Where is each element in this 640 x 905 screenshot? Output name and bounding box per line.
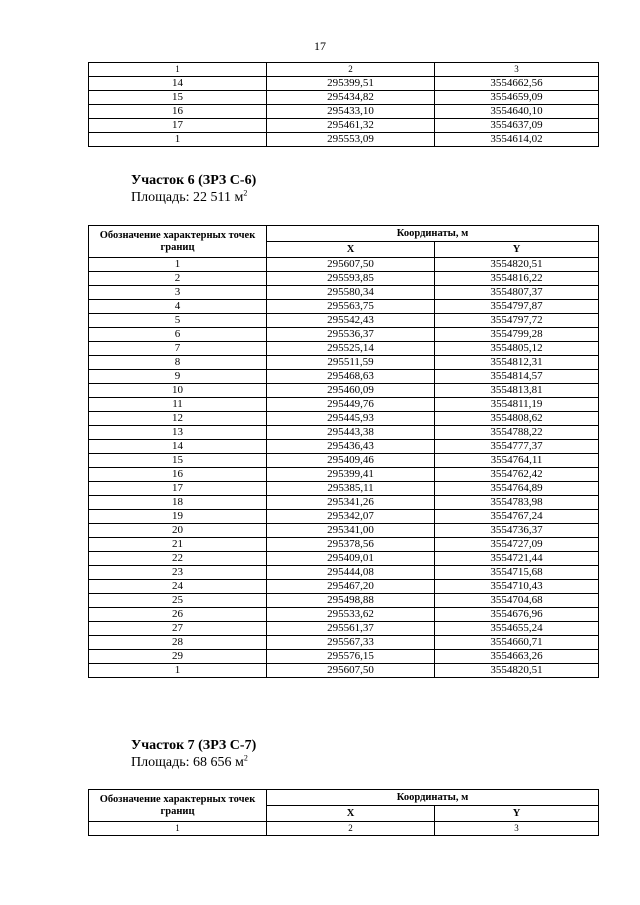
point-cell: 3 bbox=[89, 286, 267, 300]
column-index-row bbox=[89, 63, 599, 77]
section-6-area-sup: 2 bbox=[243, 188, 248, 198]
y-cell: 3554805,12 bbox=[435, 342, 599, 356]
x-cell: 295445,93 bbox=[267, 412, 435, 426]
x-cell: 295444,08 bbox=[267, 566, 435, 580]
table-row bbox=[89, 384, 599, 398]
x-cell: 295607,50 bbox=[267, 258, 435, 272]
points-header: Обозначение характерных точек границ bbox=[89, 790, 267, 822]
point-cell: 1 bbox=[89, 664, 267, 678]
y-cell: 3554816,22 bbox=[435, 272, 599, 286]
y-cell: 3554676,96 bbox=[435, 608, 599, 622]
table-row bbox=[89, 119, 599, 133]
x-cell: 295553,09 bbox=[267, 133, 435, 147]
x-cell: 295409,01 bbox=[267, 552, 435, 566]
point-cell: 25 bbox=[89, 594, 267, 608]
y-cell: 3554721,44 bbox=[435, 552, 599, 566]
point-cell: 20 bbox=[89, 524, 267, 538]
table-row bbox=[89, 482, 599, 496]
y-cell: 3554808,62 bbox=[435, 412, 599, 426]
table-row bbox=[89, 272, 599, 286]
x-cell: 295525,14 bbox=[267, 342, 435, 356]
section-6-title: Участок 6 (ЗРЗ С-6) bbox=[131, 173, 257, 188]
table-row bbox=[89, 538, 599, 552]
y-cell: 3554727,09 bbox=[435, 538, 599, 552]
index-cell: 3 bbox=[435, 63, 599, 77]
index-cell: 1 bbox=[89, 822, 267, 836]
point-cell: 15 bbox=[89, 91, 267, 105]
coordinates-table-continuation bbox=[88, 62, 599, 147]
y-header: Y bbox=[435, 242, 599, 258]
table-row bbox=[89, 258, 599, 272]
x-cell: 295341,00 bbox=[267, 524, 435, 538]
section-6-area bbox=[131, 190, 247, 206]
x-cell: 295567,33 bbox=[267, 636, 435, 650]
table-row bbox=[89, 286, 599, 300]
y-cell: 3554799,28 bbox=[435, 328, 599, 342]
point-cell: 14 bbox=[89, 440, 267, 454]
table-row bbox=[89, 440, 599, 454]
point-cell: 27 bbox=[89, 622, 267, 636]
x-cell: 295511,59 bbox=[267, 356, 435, 370]
point-cell: 1 bbox=[89, 133, 267, 147]
table-row bbox=[89, 300, 599, 314]
y-cell: 3554614,02 bbox=[435, 133, 599, 147]
x-cell: 295399,51 bbox=[267, 77, 435, 91]
table-row bbox=[89, 398, 599, 412]
table-row bbox=[89, 496, 599, 510]
y-cell: 3554797,87 bbox=[435, 300, 599, 314]
point-cell: 16 bbox=[89, 468, 267, 482]
x-cell: 295607,50 bbox=[267, 664, 435, 678]
y-cell: 3554640,10 bbox=[435, 105, 599, 119]
table-row bbox=[89, 454, 599, 468]
table-row bbox=[89, 650, 599, 664]
x-cell: 295443,38 bbox=[267, 426, 435, 440]
y-cell: 3554767,24 bbox=[435, 510, 599, 524]
table-row bbox=[89, 328, 599, 342]
y-cell: 3554783,98 bbox=[435, 496, 599, 510]
x-cell: 295342,07 bbox=[267, 510, 435, 524]
point-cell: 5 bbox=[89, 314, 267, 328]
table-row bbox=[89, 636, 599, 650]
table-header bbox=[89, 226, 599, 258]
y-cell: 3554813,81 bbox=[435, 384, 599, 398]
section-7-area bbox=[131, 755, 248, 771]
section-7-area-sup: 2 bbox=[243, 753, 248, 763]
index-cell: 2 bbox=[267, 822, 435, 836]
x-cell: 295378,56 bbox=[267, 538, 435, 552]
index-cell: 2 bbox=[267, 63, 435, 77]
index-cell: 3 bbox=[435, 822, 599, 836]
x-cell: 295433,10 bbox=[267, 105, 435, 119]
y-cell: 3554797,72 bbox=[435, 314, 599, 328]
point-cell: 13 bbox=[89, 426, 267, 440]
x-cell: 295467,20 bbox=[267, 580, 435, 594]
x-cell: 295449,76 bbox=[267, 398, 435, 412]
table-row bbox=[89, 608, 599, 622]
x-cell: 295536,37 bbox=[267, 328, 435, 342]
table-row bbox=[89, 370, 599, 384]
point-cell: 14 bbox=[89, 77, 267, 91]
point-cell: 26 bbox=[89, 608, 267, 622]
y-cell: 3554811,19 bbox=[435, 398, 599, 412]
table-row bbox=[89, 314, 599, 328]
table-row bbox=[89, 105, 599, 119]
x-cell: 295561,37 bbox=[267, 622, 435, 636]
table-row bbox=[89, 510, 599, 524]
x-header: X bbox=[267, 242, 435, 258]
point-cell: 21 bbox=[89, 538, 267, 552]
y-cell: 3554764,89 bbox=[435, 482, 599, 496]
x-cell: 295460,09 bbox=[267, 384, 435, 398]
x-cell: 295461,32 bbox=[267, 119, 435, 133]
table-row bbox=[89, 468, 599, 482]
x-cell: 295542,43 bbox=[267, 314, 435, 328]
section-6-area-label: Площадь: 22 511 м bbox=[131, 190, 244, 205]
point-cell: 11 bbox=[89, 398, 267, 412]
y-cell: 3554807,37 bbox=[435, 286, 599, 300]
table-row bbox=[89, 412, 599, 426]
y-cell: 3554777,37 bbox=[435, 440, 599, 454]
x-cell: 295436,43 bbox=[267, 440, 435, 454]
x-header: X bbox=[267, 806, 435, 822]
y-cell: 3554659,09 bbox=[435, 91, 599, 105]
table-row bbox=[89, 91, 599, 105]
x-cell: 295434,82 bbox=[267, 91, 435, 105]
y-cell: 3554820,51 bbox=[435, 664, 599, 678]
point-cell: 17 bbox=[89, 482, 267, 496]
table-row bbox=[89, 426, 599, 440]
x-cell: 295399,41 bbox=[267, 468, 435, 482]
table-row bbox=[89, 77, 599, 91]
y-cell: 3554736,37 bbox=[435, 524, 599, 538]
column-index-row bbox=[89, 822, 599, 836]
y-cell: 3554764,11 bbox=[435, 454, 599, 468]
x-cell: 295576,15 bbox=[267, 650, 435, 664]
point-cell: 12 bbox=[89, 412, 267, 426]
y-cell: 3554704,68 bbox=[435, 594, 599, 608]
point-cell: 6 bbox=[89, 328, 267, 342]
table-row bbox=[89, 622, 599, 636]
point-cell: 15 bbox=[89, 454, 267, 468]
coordinates-header: Координаты, м bbox=[267, 790, 599, 806]
table-row bbox=[89, 594, 599, 608]
point-cell: 1 bbox=[89, 258, 267, 272]
page-number: 17 bbox=[314, 39, 326, 53]
point-cell: 16 bbox=[89, 105, 267, 119]
y-cell: 3554662,56 bbox=[435, 77, 599, 91]
point-cell: 23 bbox=[89, 566, 267, 580]
points-header: Обозначение характерных точек границ bbox=[89, 226, 267, 258]
coordinates-table-section-6 bbox=[88, 225, 599, 678]
x-cell: 295409,46 bbox=[267, 454, 435, 468]
point-cell: 10 bbox=[89, 384, 267, 398]
y-cell: 3554820,51 bbox=[435, 258, 599, 272]
point-cell: 17 bbox=[89, 119, 267, 133]
x-cell: 295580,34 bbox=[267, 286, 435, 300]
table-body bbox=[89, 63, 599, 147]
y-cell: 3554710,43 bbox=[435, 580, 599, 594]
x-cell: 295533,62 bbox=[267, 608, 435, 622]
table-row bbox=[89, 664, 599, 678]
point-cell: 4 bbox=[89, 300, 267, 314]
point-cell: 9 bbox=[89, 370, 267, 384]
point-cell: 8 bbox=[89, 356, 267, 370]
table-header bbox=[89, 790, 599, 822]
coordinates-header: Координаты, м bbox=[267, 226, 599, 242]
point-cell: 7 bbox=[89, 342, 267, 356]
y-cell: 3554663,26 bbox=[435, 650, 599, 664]
table-row bbox=[89, 566, 599, 580]
point-cell: 24 bbox=[89, 580, 267, 594]
table-row bbox=[89, 524, 599, 538]
x-cell: 295563,75 bbox=[267, 300, 435, 314]
y-header: Y bbox=[435, 806, 599, 822]
coordinates-table-section-7 bbox=[88, 789, 599, 836]
y-cell: 3554637,09 bbox=[435, 119, 599, 133]
table-body bbox=[89, 258, 599, 678]
point-cell: 18 bbox=[89, 496, 267, 510]
section-7-area-label: Площадь: 68 656 м bbox=[131, 755, 244, 770]
y-cell: 3554715,68 bbox=[435, 566, 599, 580]
table-row bbox=[89, 580, 599, 594]
x-cell: 295385,11 bbox=[267, 482, 435, 496]
section-7-title: Участок 7 (ЗРЗ С-7) bbox=[131, 738, 257, 753]
point-cell: 22 bbox=[89, 552, 267, 566]
y-cell: 3554812,31 bbox=[435, 356, 599, 370]
table-row bbox=[89, 133, 599, 147]
x-cell: 295498,88 bbox=[267, 594, 435, 608]
point-cell: 2 bbox=[89, 272, 267, 286]
point-cell: 29 bbox=[89, 650, 267, 664]
x-cell: 295341,26 bbox=[267, 496, 435, 510]
y-cell: 3554655,24 bbox=[435, 622, 599, 636]
x-cell: 295593,85 bbox=[267, 272, 435, 286]
y-cell: 3554762,42 bbox=[435, 468, 599, 482]
point-cell: 19 bbox=[89, 510, 267, 524]
y-cell: 3554660,71 bbox=[435, 636, 599, 650]
index-cell: 1 bbox=[89, 63, 267, 77]
y-cell: 3554814,57 bbox=[435, 370, 599, 384]
table-row bbox=[89, 342, 599, 356]
table-row bbox=[89, 552, 599, 566]
x-cell: 295468,63 bbox=[267, 370, 435, 384]
point-cell: 28 bbox=[89, 636, 267, 650]
table-row bbox=[89, 356, 599, 370]
y-cell: 3554788,22 bbox=[435, 426, 599, 440]
table-body bbox=[89, 822, 599, 836]
